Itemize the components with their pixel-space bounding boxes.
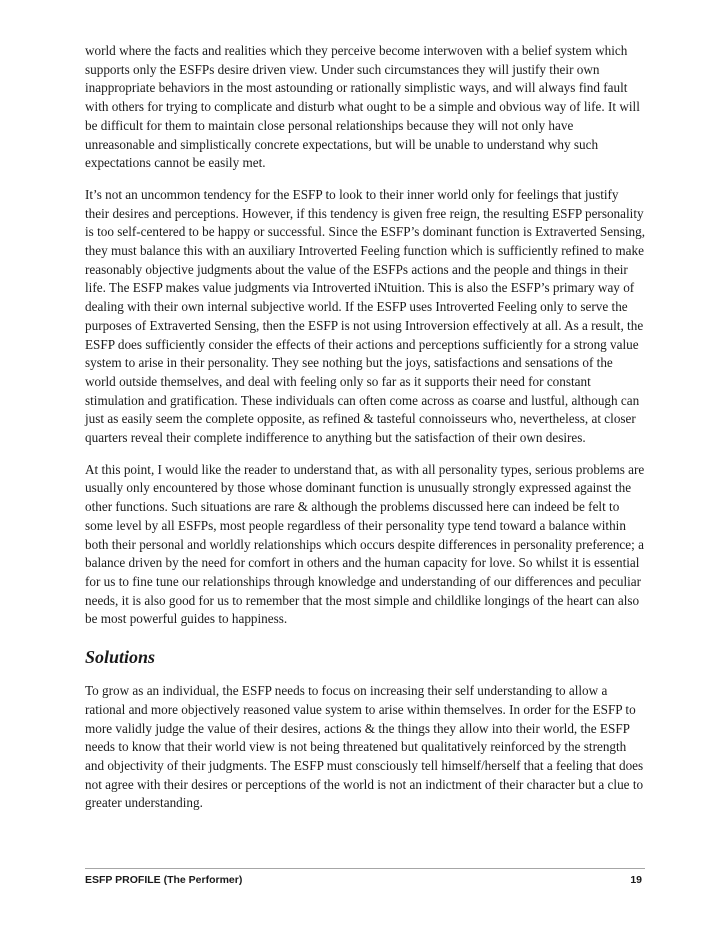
- body-paragraph-2: It’s not an uncommon tendency for the ESFP to look to their inner world only for feelings that justify their desires and perceptions. However, if this tendency is given free reign, the resulting ESFP personality is too self-centered to be happy or successful. Since the ESFP’s dominant function is Extraverted Sensing, they must balance this with an auxiliary Introverted Feeling function which is sufficiently refined to make reasonably objective judgments about the value of the ESFPs actions and the people and things in their life. The ESFP makes value judgments via Introverted iNtuition. This is also the ESFP’s primary way of dealing with their own internal subjective world. If the ESFP uses Introverted Feeling only to serve the purposes of Extraverted Sensing, then the ESFP is not using Introversion effectively at all. As a result, the ESFP does sufficiently consider the effects of their actions and perceptions sufficiently for a strong value system to arise in their personality. They see nothing but the joys, satisfactions and sensations of the world outside themselves, and deal with feeling only so far as it supports their need for constant stimulation and gratification. These individuals can often come across as coarse and lustful, although can just as easily seem the complete opposite, as refined & tasteful connoisseurs who, nevertheless, at closer quarters reveal their complete indifference to anything but the satisfaction of their own desires.: [85, 186, 645, 446]
- footer-title: ESFP PROFILE (The Performer): [85, 874, 243, 886]
- page-number: 19: [630, 874, 642, 886]
- body-paragraph-3: At this point, I would like the reader to understand that, as with all personality types, serious problems are usually only encountered by those whose dominant function is unusually strongly expressed against the other functions. Such situations are rare & although the problems discussed here can indeed be felt to some level by all ESFPs, most people regardless of their personality type tend toward a balance within both their personal and worldly relationships which occurs despite differences in personality preference; a balance driven by the need for comfort in others and the human capacity for love. So whilst it is essential for us to fine tune our relationships through knowledge and understanding of our differences and peculiar needs, it is also good for us to remember that the most simple and childlike longings of the heart can also be most powerful guides to happiness.: [85, 461, 645, 627]
- body-paragraph-4: To grow as an individual, the ESFP needs to focus on increasing their self understanding to allow a rational and more objectively reasoned value system to arise within themselves. In order for the ESFP to more validly judge the value of their desires, actions & the things they allow into their world, the ESFP needs to know that their world view is not being threatened but qualitatively reinforced by the strength and objectivity of their judgments. The ESFP must consciously tell himself/herself that a feeling that does not agree with their desires or perceptions of the world is not an indictment of their character but a clue to greater understanding.: [85, 683, 644, 811]
- footer-divider: [85, 868, 645, 869]
- body-paragraph-1: world where the facts and realities which they perceive become interwoven with a belief system which supports only the ESFPs desire driven view. Under such circumstances they will justify their own inappropriate behaviors in the most astounding or rationally simplistic ways, and will always find fault with others for trying to complicate and disturb what ought to be a simple and obvious way of life. It will be difficult for them to maintain close personal relationships because they will not only have unreasonable and simplistically concrete expectations, but will be unable to understand why such expectations cannot be easily met.: [85, 43, 640, 171]
- page-body: [85, 42, 645, 826]
- solutions-heading: Solutions: [85, 647, 156, 668]
